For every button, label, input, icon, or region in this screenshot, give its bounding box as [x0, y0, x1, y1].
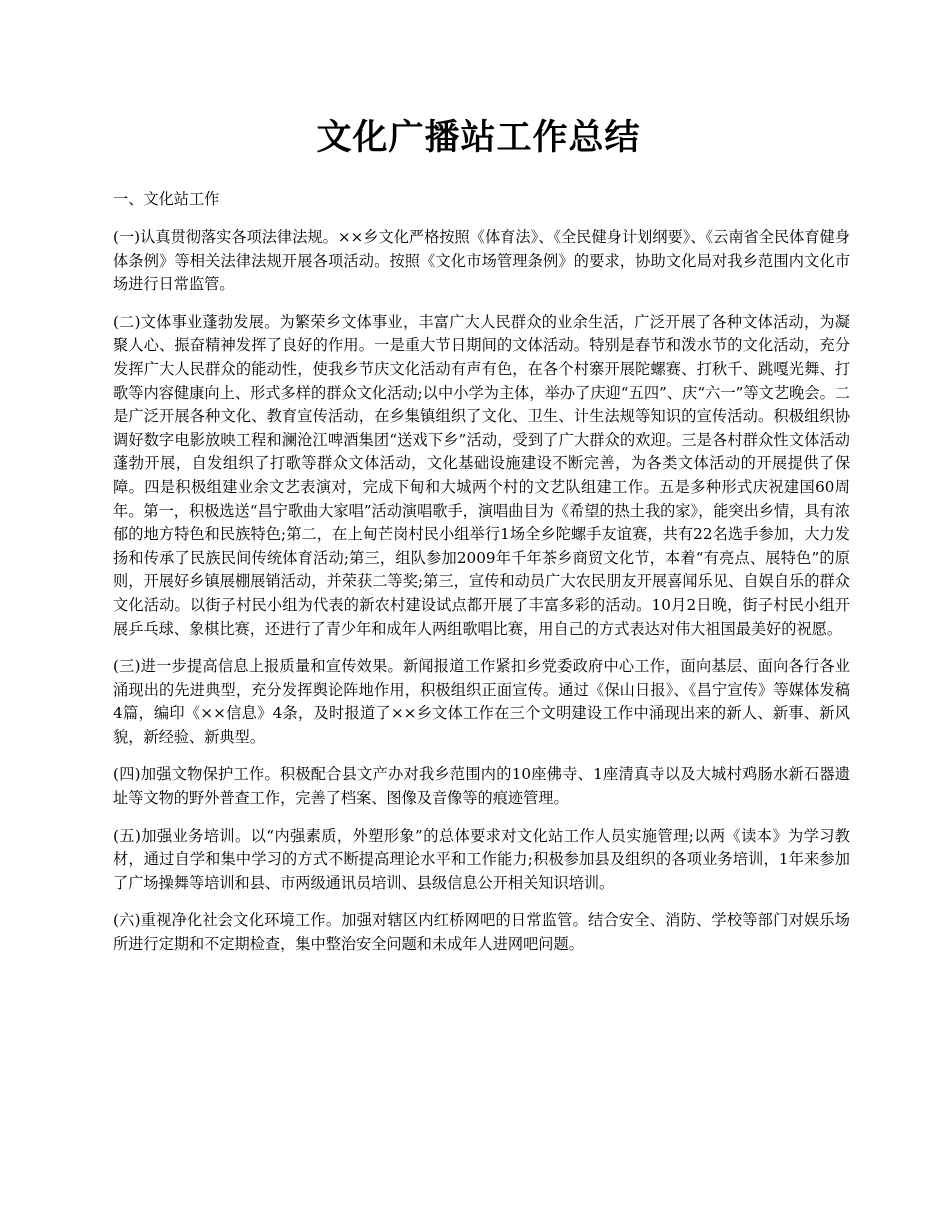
paragraph-information-reporting: (三)进一步提高信息上报质量和宣传效果。新闻报道工作紧扣乡党委政府中心工作，面向基层、面向各行各业涌现出的先进典型，充分发挥舆论阵地作用，积极组织正面宣传。通过《保山日报》、《昌宁宣传》等媒体发稿4篇，编印《××信息》4条，及时报道了××乡文体工作在三个文明建设工作中涌现出来的新人、新事、新风貌，新经验、新典型。 [113, 657, 850, 746]
paragraph-laws: (一)认真贯彻落实各项法律法规。××乡文化严格按照《体育法》、《全民健身计划纲要》、《云南省全民体育健身体条例》等相关法律法规开展各项活动。按照《文化市场管理条例》的要求，协助文化局对我乡范围内文化市场进行日常监管。 [113, 228, 850, 294]
document-title: 文化广播站工作总结 [316, 118, 641, 158]
paragraph-training: (五)加强业务培训。以“内强素质，外塑形象”的总体要求对文化站工作人员实施管理;以两《读本》为学习教材，通过自学和集中学习的方式不断提高理论水平和工作能力;积极参加县及组织的各项业务培训，1年来参加了广场操舞等培训和县、市两级通讯员培训、县级信息公开相关知识培训。 [113, 826, 850, 892]
paragraph-heritage-protection: (四)加强文物保护工作。积极配合县文产办对我乡范围内的10座佛寺、1座清真寺以及大城村鸡肠水新石器遗址等文物的野外普查工作，完善了档案、图像及音像等的痕迹管理。 [113, 765, 850, 808]
paragraph-culture-sports: (二)文体事业蓬勃发展。为繁荣乡文体事业，丰富广大人民群众的业余生活，广泛开展了各种文体活动，为凝聚人心、振奋精神发挥了良好的作用。一是重大节日期间的文体活动。特别是春节和泼水节的文化活动，充分发挥广大人民群众的能动性，使我乡节庆文化活动有声有色，在各个村寨开展陀螺赛、打秋千、跳嘎光舞、打歌等内容健康向上、形式多样的群众文化活动;以中小学为主体，举办了庆迎“五四”、庆“六一”等文艺晚会。二是广泛开展各种文化、教育宣传活动，在乡集镇组织了文化、卫生、计生法规等知识的宣传活动。积极组织协调好数字电影放映工程和澜沧江啤酒集团“送戏下乡”活动，受到了广大群众的欢迎。三是各村群众性文体活动蓬勃开展，自发组织了打歌等群众文体活动，文化基础设施建设不断完善，为各类文体活动的开展提供了保障。四是积极组建业余文艺表演对，完成下甸和大城两个村的文艺队组建工作。五是多种形式庆祝建国60周年。第一，积极选送“昌宁歌曲大家唱”活动演唱歌手，演唱曲目为《希望的热土我的家》，能突出乡情，具有浓郁的地方特色和民族特色;第二，在上甸芒岗村民小组举行1场全乡陀螺手友谊赛，共有22名选手参加，大力发扬和传承了民族民间传统体育活动;第三，组队参加2009年千年茶乡商贸文化节，本着“有亮点、展特色”的原则，开展好乡镇展棚展销活动，并荣获二等奖;第三，宣传和动员广大农民朋友开展喜闻乐见、自娱自乐的群众文化活动。以街子村民小组为代表的新农村建设试点都开展了丰富多彩的活动。10月2日晚，街子村民小组开展乒乓球、象棋比赛，还进行了青少年和成年人两组歌唱比赛，用自己的方式表达对伟大祖国最美好的祝愿。 [113, 312, 850, 638]
section-heading: 一、文化站工作 [113, 190, 220, 208]
paragraph-cultural-environment: (六)重视净化社会文化环境工作。加强对辖区内红桥网吧的日常监管。结合安全、消防、学校等部门对娱乐场所进行定期和不定期检查，集中整治安全问题和未成年人进网吧问题。 [113, 911, 850, 954]
